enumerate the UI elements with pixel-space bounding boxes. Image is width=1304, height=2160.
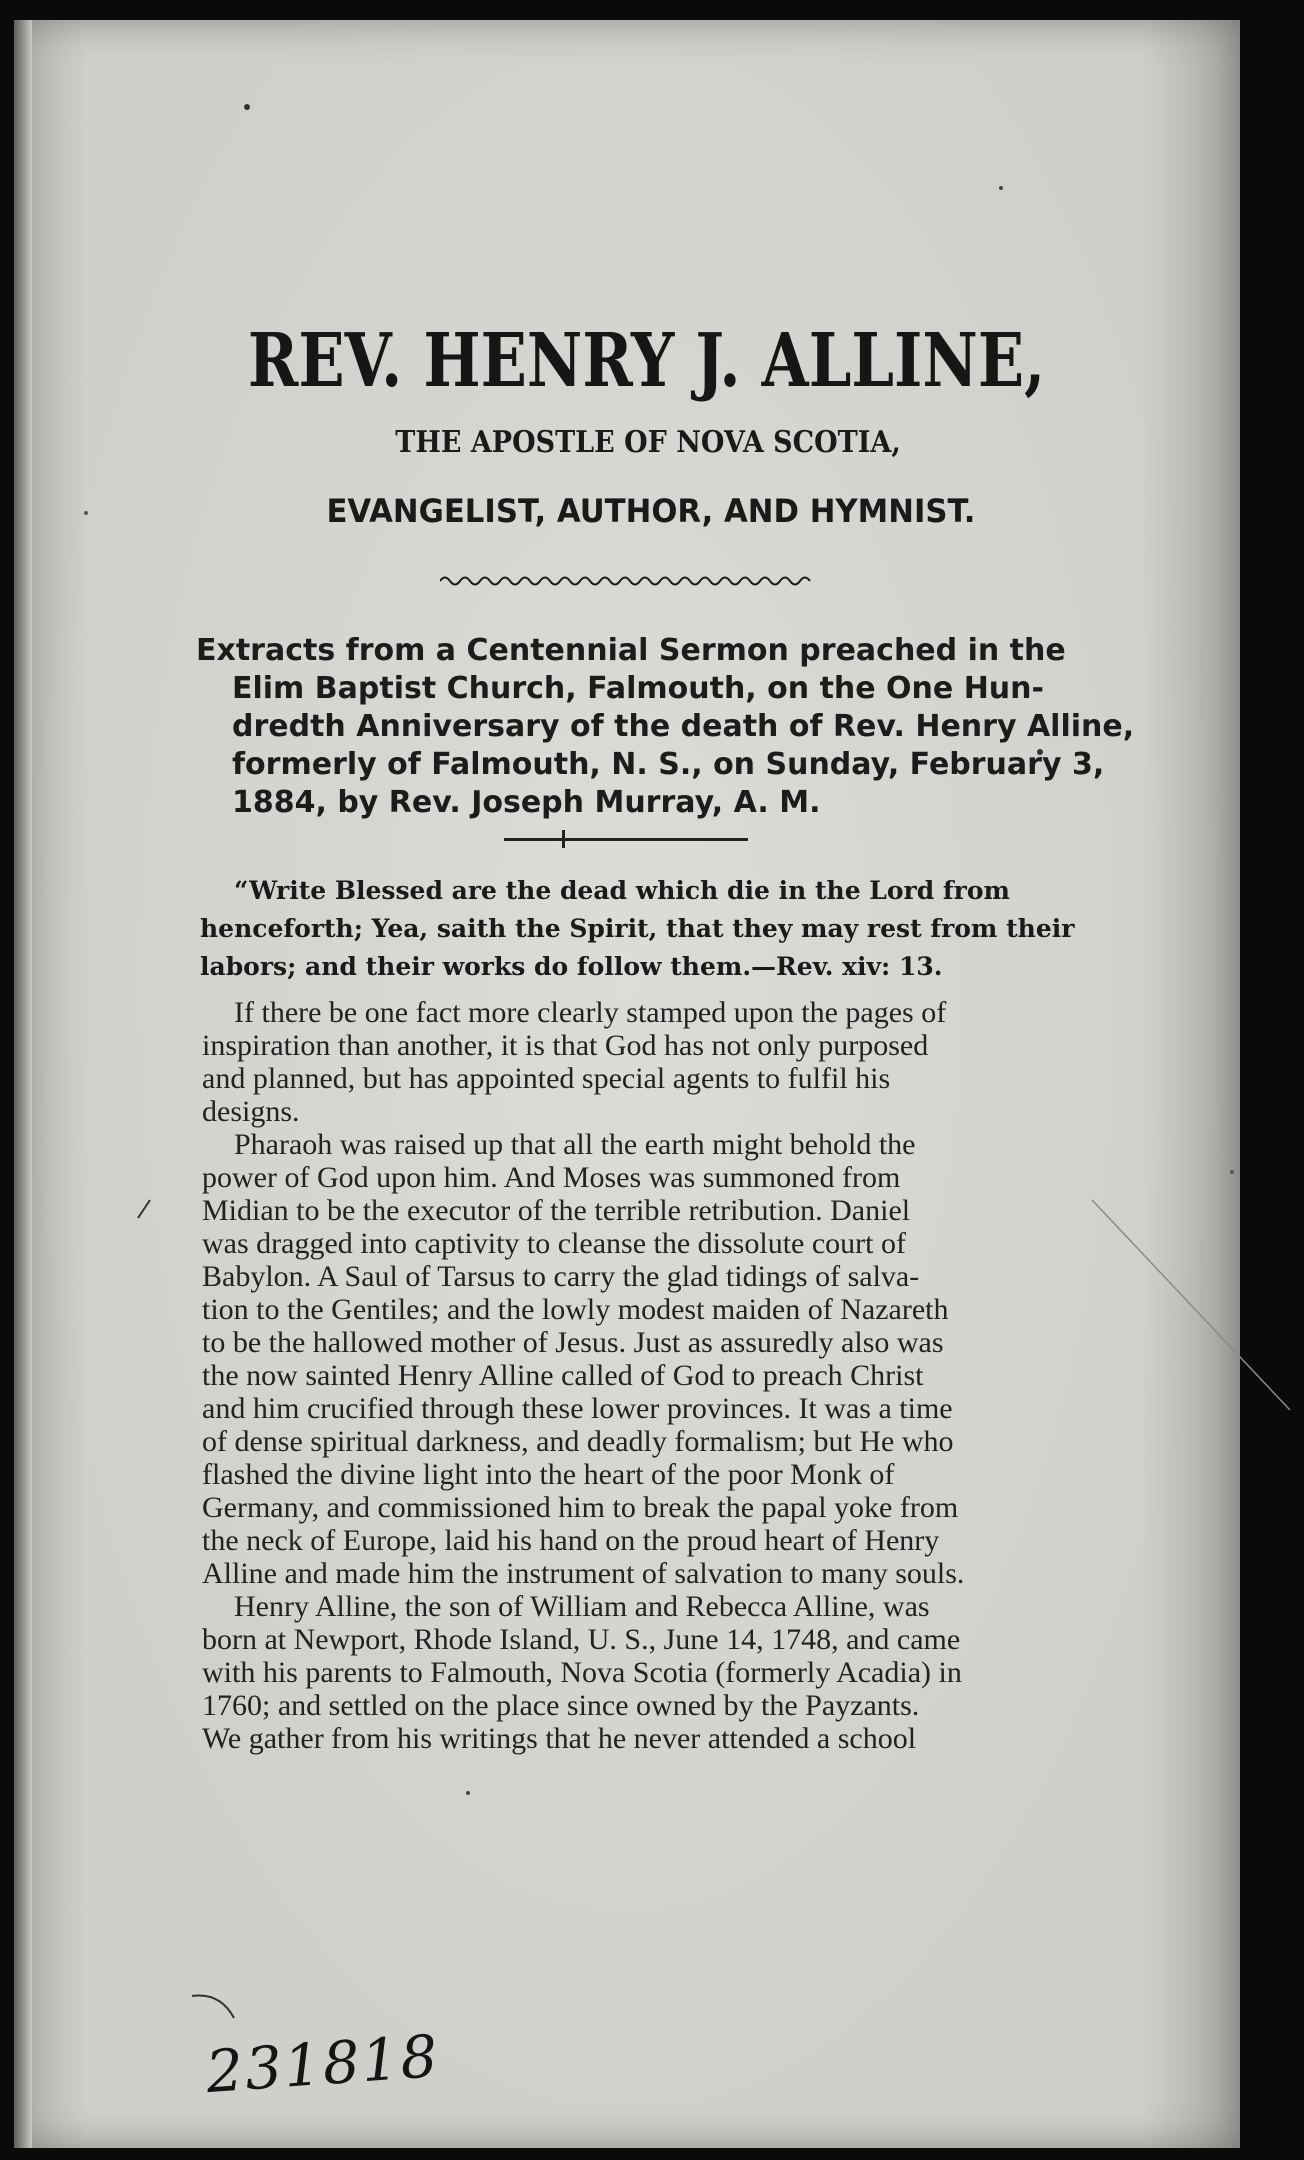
scripture-line: “Write Blessed are the dead which die in the Lord from: [234, 876, 1010, 905]
sermon-body: [202, 996, 1082, 1755]
body-line: Babylon. A Saul of Tarsus to carry the glad tidings of salva-: [202, 1260, 920, 1293]
sermon-extract-heading: [196, 632, 1135, 822]
extract-line: formerly of Falmouth, N. S., on Sunday, February 3,: [232, 747, 1105, 782]
body-line: was dragged into captivity to cleanse the dissolute court of: [202, 1227, 906, 1260]
divider-rule: [504, 838, 748, 841]
subtitle-roles: EVANGELIST, AUTHOR, AND HYMNIST.: [326, 492, 976, 530]
page-title: REV. HENRY J. ALLINE,: [247, 318, 1046, 404]
subtitle-apostle: THE APOSTLE OF NOVA SCOTIA,: [395, 425, 901, 460]
body-line: 1760; and settled on the place since owned by the Payzants.: [202, 1689, 920, 1722]
pencil-check-mark: [190, 1990, 260, 2040]
body-line: tion to the Gentiles; and the lowly modest maiden of Nazareth: [202, 1293, 949, 1326]
body-line: Alline and made him the instrument of salvation to many souls.: [202, 1557, 965, 1590]
body-line: born at Newport, Rhode Island, U. S., June 14, 1748, and came: [202, 1623, 961, 1656]
divider-tick: [562, 830, 565, 848]
body-line: Pharaoh was raised up that all the earth might behold the: [234, 1128, 916, 1161]
extract-line: Extracts from a Centennial Sermon preached in the: [196, 633, 1066, 668]
body-line: flashed the divine light into the heart of the poor Monk of: [202, 1458, 895, 1491]
body-line: power of God upon him. And Moses was summoned from: [202, 1161, 901, 1194]
extract-line: 1884, by Rev. Joseph Murray, A. M.: [232, 785, 821, 820]
body-line: Henry Alline, the son of William and Rebecca Alline, was: [234, 1590, 930, 1623]
extract-line: dredth Anniversary of the death of Rev. Henry Alline,: [232, 709, 1135, 744]
extract-line: Elim Baptist Church, Falmouth, on the One Hun-: [232, 671, 1044, 706]
body-line: inspiration than another, it is that God has not only purposed: [202, 1029, 929, 1062]
decorative-squiggle-rule: [440, 566, 820, 596]
scripture-epigraph: [200, 872, 1080, 986]
body-line: We gather from his writings that he never attended a school: [202, 1722, 917, 1755]
body-line: with his parents to Falmouth, Nova Scotia (formerly Acadia) in: [202, 1656, 962, 1689]
body-line: the neck of Europe, laid his hand on the proud heart of Henry: [202, 1524, 940, 1557]
body-line: of dense spiritual darkness, and deadly formalism; but He who: [202, 1425, 954, 1458]
body-line: and him crucified through these lower provinces. It was a time: [202, 1392, 953, 1425]
body-line: the now sainted Henry Alline called of God to preach Christ: [202, 1359, 924, 1392]
body-line: If there be one fact more clearly stamped upon the pages of: [234, 996, 947, 1029]
scripture-line: labors; and their works do follow them.—Rev. xiv: 13.: [200, 952, 943, 981]
body-line: to be the hallowed mother of Jesus. Just as assuredly also was: [202, 1326, 944, 1359]
body-line: designs.: [202, 1095, 300, 1128]
body-line: and planned, but has appointed special agents to fulfil his: [202, 1062, 891, 1095]
handwritten-catalog-number: 231818: [203, 2021, 442, 2107]
body-line: Midian to be the executor of the terrible retribution. Daniel: [202, 1194, 911, 1227]
scripture-line: henceforth; Yea, saith the Spirit, that they may rest from their: [200, 914, 1075, 943]
body-line: Germany, and commissioned him to break the papal yoke from: [202, 1491, 959, 1524]
